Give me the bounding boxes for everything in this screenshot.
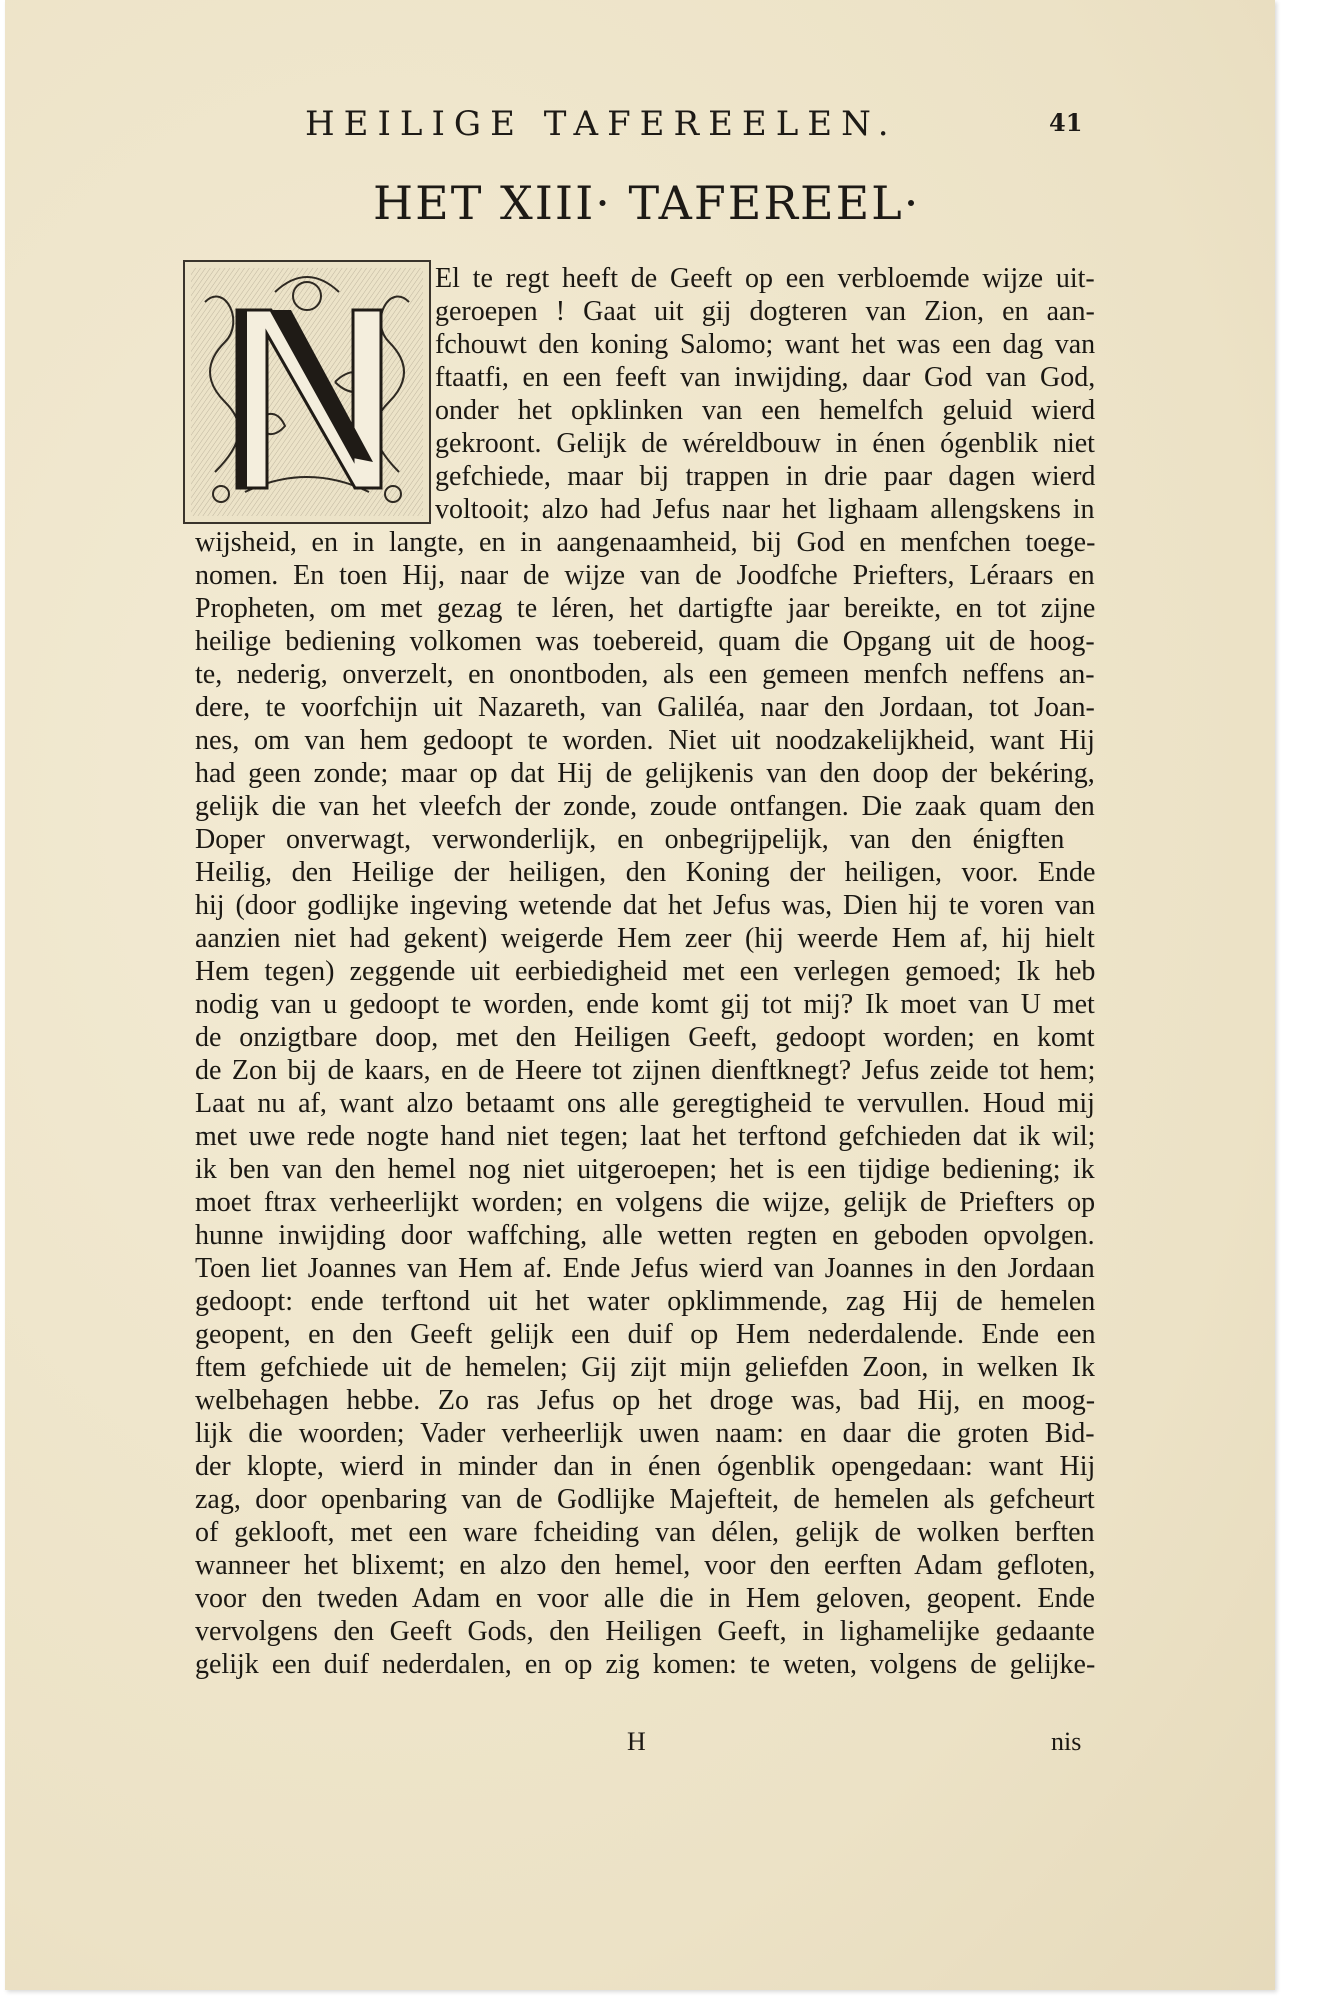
text-line: dere, te voorfchijn uit Nazareth, van Galiléa, naar den Jordaan, tot Joan-	[195, 692, 1095, 723]
text-line: hij (door godlijke ingeving wetende dat het Jefus was, Dien hij te voren van	[195, 890, 1096, 921]
text-line: Laat nu af, want alzo betaamt ons alle geregtigheid te vervullen. Houd mij	[195, 1088, 1095, 1119]
text-line: onder het opklinken van een hemelfch geluid wierd	[435, 395, 1096, 426]
text-line: vervolgens den Geeft Gods, den Heiligen Geeft, in lighamelijke gedaante	[195, 1616, 1095, 1647]
text-line: gekroont. Gelijk de wéreldbouw in énen ógenblik niet	[435, 428, 1095, 459]
text-line: gedoopt: ende terftond uit het water opklimmende, zag Hij de hemelen	[195, 1286, 1096, 1317]
text-line: fchouwt den koning Salomo; want het was een dag van	[435, 329, 1096, 360]
text-line: geopent, en den Geeft gelijk een duif op Hem nederdalende. Ende een	[195, 1319, 1096, 1350]
page-sheet	[5, 0, 1275, 1990]
text-line: El te regt heeft de Geeft op een verbloemde wijze uit-	[435, 263, 1095, 294]
text-line: ftem gefchiede uit de hemelen; Gij zijt mijn geliefden Zoon, in welken Ik	[195, 1352, 1095, 1383]
text-line: wanneer het blixemt; en alzo den hemel, voor den eerften Adam gefloten,	[195, 1550, 1096, 1581]
text-line: gelijk een duif nederdalen, en op zig komen: te weten, volgens de gelijke-	[195, 1649, 1096, 1680]
text-line: nomen. En toen Hij, naar de wijze van de Joodfche Priefters, Léraars en	[195, 560, 1095, 591]
text-line: lijk die woorden; Vader verheerlijk uwen naam: en daar die groten Bid-	[195, 1418, 1095, 1449]
text-line: voor den tweden Adam en voor alle die in Hem geloven, geopent. Ende	[195, 1583, 1095, 1614]
text-line: ik ben van den hemel nog niet uitgeroepen; het is een tijdige bediening; ik	[195, 1154, 1095, 1185]
running-head: HEILIGE TAFEREELEN.	[305, 104, 898, 144]
text-line: hunne inwijding door waffching, alle wetten regten en geboden opvolgen.	[195, 1220, 1095, 1251]
text-line: de Zon bij de kaars, en de Heere tot zijnen dienftknegt? Jefus zeide tot hem;	[195, 1055, 1096, 1086]
chapter-title: HET XIII· TAFEREEL·	[373, 176, 921, 230]
text-line: Hem tegen) zeggende uit eerbiedigheid met een verlegen gemoed; Ik heb	[195, 956, 1096, 987]
text-line: Toen liet Joannes van Hem af. Ende Jefus wierd van Joannes in den Jordaan	[195, 1253, 1095, 1284]
text-line: welbehagen hebbe. Zo ras Jefus op het droge was, bad Hij, en moog-	[195, 1385, 1096, 1416]
text-line: heilige bediening volkomen was toebereid, quam die Opgang uit de hoog-	[195, 626, 1095, 657]
text-line: zag, door openbaring van de Godlijke Majefteit, de hemelen als gefcheurt	[195, 1484, 1095, 1515]
text-line: moet ftrax verheerlijkt worden; en volgens die wijze, gelijk de Priefters op	[195, 1187, 1096, 1218]
text-line: nes, om van hem gedoopt te worden. Niet uit noodzakelijkheid, want Hij	[195, 725, 1095, 756]
text-line: Propheten, om met gezag te léren, het dartigfte jaar bereikte, en tot zijne	[195, 593, 1096, 624]
text-line: met uwe rede nogte hand niet tegen; laat het terftond gefchieden dat ik wil;	[195, 1121, 1096, 1152]
text-line: gelijk die van het vleefch der zonde, zoude ontfangen. Die zaak quam den	[195, 791, 1095, 822]
text-line: te, nederig, onverzelt, en onontboden, als een gemeen menfch neffens an-	[195, 659, 1095, 690]
text-line: nodig van u gedoopt te worden, ende komt gij tot mij? Ik moet van U met	[195, 989, 1095, 1020]
text-line: had geen zonde; maar op dat Hij de gelijkenis van den doop der bekéring,	[195, 758, 1095, 789]
text-line: Doper onverwagt, verwonderlijk, en onbegrijpelijk, van den énigften	[195, 824, 1065, 855]
catchword: nis	[1051, 1727, 1082, 1756]
text-line: ftaatfi, en een feeft van inwijding, daar God van God,	[435, 362, 1096, 393]
text-line: wijsheid, en in langte, en in aangenaamheid, bij God en menfchen toege-	[195, 527, 1096, 558]
text-line: der klopte, wierd in minder dan in énen ógenblik opengedaan: want Hij	[195, 1451, 1096, 1482]
page-number: 41	[1049, 108, 1083, 137]
text-line: de onzigtbare doop, met den Heiligen Geeft, gedoopt worden; en komt	[195, 1022, 1095, 1053]
text-line: Heilig, den Heilige der heiligen, den Koning der heiligen, voor. Ende	[195, 857, 1096, 888]
text-line: gefchiede, maar bij trappen in drie paar dagen wierd	[435, 461, 1096, 492]
ornamental-initial-n-icon	[183, 260, 431, 524]
text-line: of geklooft, met een ware fcheiding van délen, gelijk de wolken berften	[195, 1517, 1095, 1548]
text-line: aanzien niet had gekent) weigerde Hem zeer (hij weerde Hem af, hij hielt	[195, 923, 1095, 954]
text-line: geroepen ! Gaat uit gij dogteren van Zion, en aan-	[435, 296, 1095, 327]
signature-mark: H	[627, 1727, 646, 1756]
text-line: voltooit; alzo had Jefus naar het lighaam allengskens in	[435, 494, 1095, 525]
